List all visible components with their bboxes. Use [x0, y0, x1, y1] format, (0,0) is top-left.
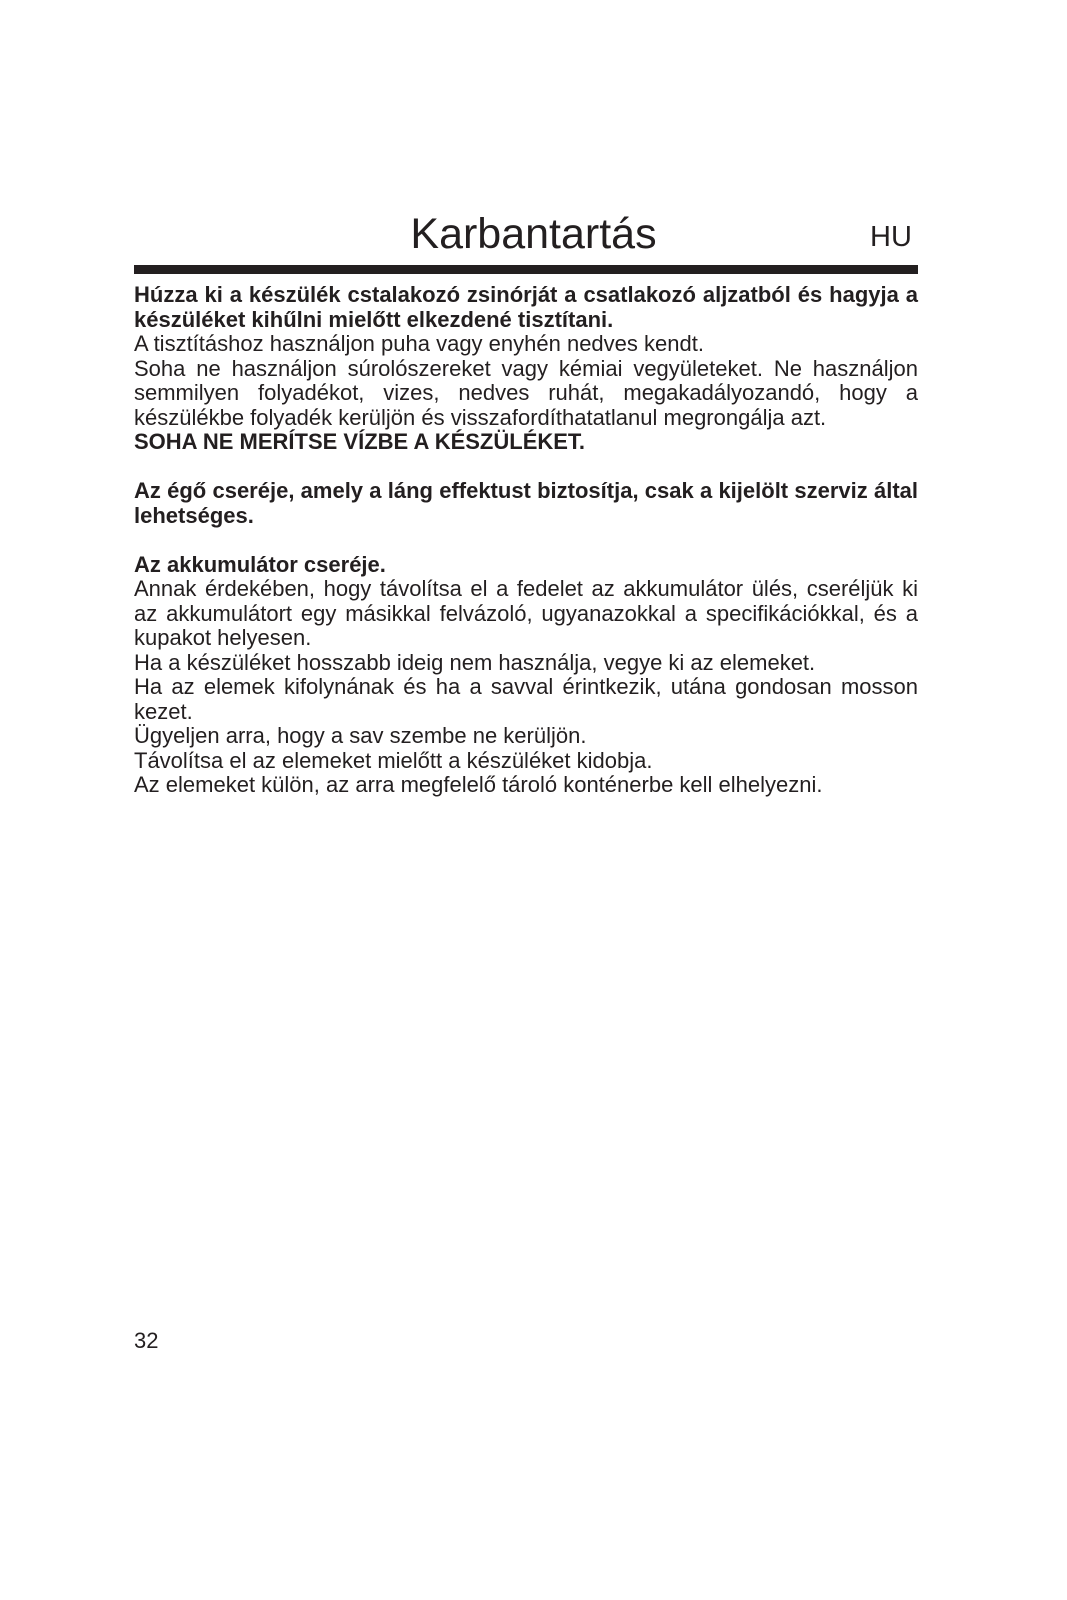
language-code: HU	[870, 221, 912, 253]
title-divider	[134, 265, 918, 274]
cleaning-instruction: A tisztításhoz használjon puha vagy enyhén nedves kendt.	[134, 331, 704, 356]
unplug-warning: Húzza ki a készülék cstalakozó zsinórját a csatlakozó aljzatból és hagyja a készüléket kihűlni mielőtt elkezdené tisztítani.	[134, 282, 918, 332]
battery-eye-warning: Ügyeljen arra, hogy a sav szembe ne kerüljön.	[134, 723, 587, 748]
battery-disposal-text: Távolítsa el az elemeket mielőtt a készüléket kidobja.	[134, 747, 653, 773]
burner-replacement-note: Az égő cseréje, amely a láng effektust biztosítja, csak a kijelölt szerviz által lehetséges.	[134, 478, 918, 528]
page-title: Karbantartás	[410, 210, 657, 258]
battery-recycling-text: Az elemeket külön, az arra megfelelő tároló konténerbe kell elhelyezni.	[134, 772, 823, 797]
battery-leak-text: Ha az elemek kifolynának és ha a savval érintkezik, utána gondosan mosson kezet.	[134, 674, 918, 724]
cleaning-warning-text: Soha ne használjon súrolószereket vagy kémiai vegyületeket. Ne használjon semmilyen folyadékot, vizes, nedves ruhát, megakadályozandó, hogy a készülékbe folyadék kerüljön és visszafordíthatatlanul megrongálja azt.	[134, 355, 918, 430]
spacer	[134, 528, 918, 553]
page-number: 32	[134, 1328, 159, 1353]
immersion-warning: SOHA NE MERÍTSE VÍZBE A KÉSZÜLÉKET.	[134, 429, 586, 454]
main-content	[134, 283, 918, 798]
battery-section-heading: Az akkumulátor cseréje.	[134, 551, 386, 577]
battery-replacement-text: Annak érdekében, hogy távolítsa el a fedelet az akkumulátor ülés, cseréljük ki az akkumulátort egy másikkal felvázoló, ugyanazokkal a specifikációkkal, és a kupakot helyesen.	[134, 576, 918, 650]
battery-storage-text: Ha a készüléket hosszabb ideig nem használja, vegye ki az elemeket.	[134, 649, 816, 675]
spacer	[134, 455, 918, 480]
